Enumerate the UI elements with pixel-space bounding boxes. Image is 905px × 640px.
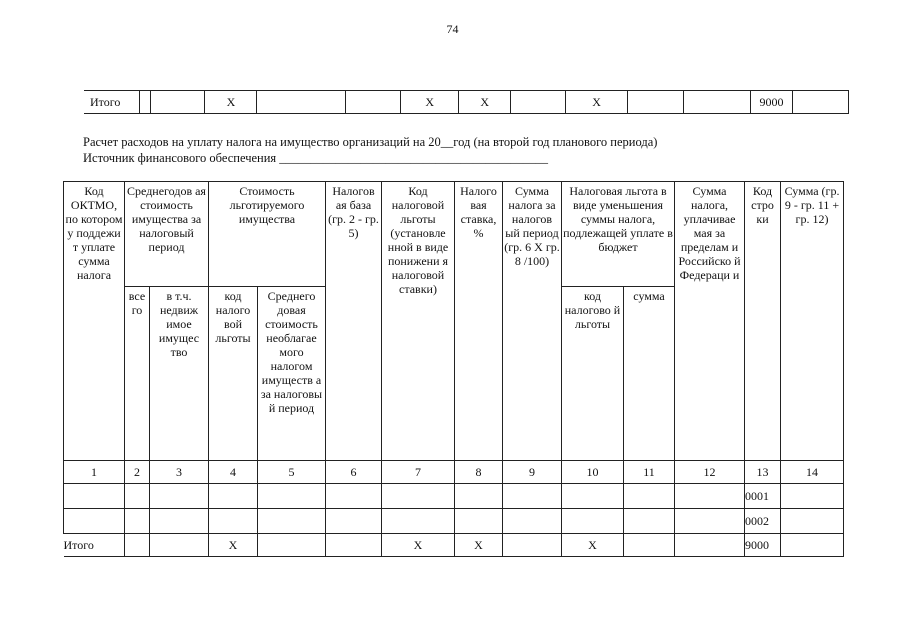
data-cell[interactable] xyxy=(455,484,503,509)
data-cell[interactable] xyxy=(562,484,624,509)
data-cell[interactable] xyxy=(258,484,326,509)
data-cell[interactable] xyxy=(382,509,455,534)
row-code: 0001 xyxy=(745,484,781,509)
total-cell xyxy=(792,91,848,114)
data-cell[interactable] xyxy=(624,484,675,509)
section-title: Расчет расходов на уплату налога на имущество организаций на 20__год (на второй год планового периода) xyxy=(83,135,658,149)
total-cell xyxy=(151,91,205,114)
column-number: 10 xyxy=(562,461,624,484)
column-number: 7 xyxy=(382,461,455,484)
data-cell[interactable] xyxy=(150,509,209,534)
header-total-sum: Сумма (гр. 9 - гр. 11 + гр. 12) xyxy=(781,182,844,461)
header-row-top xyxy=(64,182,844,287)
total-cell: 9000 xyxy=(750,91,792,114)
header-tax-abroad: Сумма налога, уплачивае мая за пределам и Российско й Федераци и xyxy=(675,182,745,461)
column-number: 6 xyxy=(326,461,382,484)
column-number-row xyxy=(64,461,844,484)
total-cell: X xyxy=(459,91,511,114)
header-reduction-code: код налогово й льготы xyxy=(562,287,624,461)
header-avg-real-estate: в т.ч. недвиж имое имущес тво xyxy=(150,287,209,461)
total-cell xyxy=(150,534,209,557)
column-number: 12 xyxy=(675,461,745,484)
total-cell: X xyxy=(205,91,257,114)
total-cell xyxy=(346,91,401,114)
column-number: 3 xyxy=(150,461,209,484)
total-cell xyxy=(511,91,566,114)
total-cell xyxy=(326,534,382,557)
data-cell[interactable] xyxy=(125,484,150,509)
column-number: 2 xyxy=(125,461,150,484)
data-cell[interactable] xyxy=(382,484,455,509)
data-cell[interactable] xyxy=(150,484,209,509)
row-code: 0002 xyxy=(745,509,781,534)
total-cell xyxy=(257,91,346,114)
column-number: 5 xyxy=(258,461,326,484)
total-cell xyxy=(624,534,675,557)
tax-calculation-table xyxy=(63,181,844,557)
page-number: 74 xyxy=(446,22,459,36)
data-cell[interactable] xyxy=(624,509,675,534)
data-cell[interactable] xyxy=(503,484,562,509)
column-number: 14 xyxy=(781,461,844,484)
data-cell[interactable] xyxy=(258,509,326,534)
data-cell[interactable] xyxy=(781,484,844,509)
data-cell[interactable] xyxy=(64,484,125,509)
data-row xyxy=(64,509,844,534)
header-tax-reduction-benefit: Налоговая льгота в виде уменьшения суммы налога, подлежащей уплате в бюджет xyxy=(562,182,675,287)
header-tax-base: Налогов ая база (гр. 2 - гр. 5) xyxy=(326,182,382,461)
total-cell xyxy=(781,534,844,557)
header-untaxed-value: Среднего довая стоимость необлагае мого налогом имуществ а за налоговы й период xyxy=(258,287,326,461)
column-number: 1 xyxy=(64,461,125,484)
total-cell xyxy=(675,534,745,557)
header-oktmo: Код ОКТМО, по котором у поддежи т уплате сумма налога xyxy=(64,182,125,461)
header-line-code: Код стро ки xyxy=(745,182,781,461)
data-cell[interactable] xyxy=(326,509,382,534)
previous-total-row-table xyxy=(84,90,849,114)
total-cell xyxy=(628,91,684,114)
column-number: 4 xyxy=(209,461,258,484)
column-number: 9 xyxy=(503,461,562,484)
total-cell xyxy=(140,91,151,114)
total-cell: X xyxy=(455,534,503,557)
data-cell[interactable] xyxy=(781,509,844,534)
data-cell[interactable] xyxy=(675,509,745,534)
total-label: Итого xyxy=(84,91,140,114)
header-avg-total: все го xyxy=(125,287,150,461)
data-cell[interactable] xyxy=(64,509,125,534)
total-label: Итого xyxy=(64,534,125,557)
header-avg-value: Среднегодов ая стоимость имущества за налоговый период xyxy=(125,182,209,287)
total-row xyxy=(64,534,844,557)
header-reduction-sum: сумма xyxy=(624,287,675,461)
header-tax-rate: Налого вая ставка, % xyxy=(455,182,503,461)
header-benefit-property: Стоимость льготируемого имущества xyxy=(209,182,326,287)
funding-source-line: Источник финансового обеспечения ___________________________________________ xyxy=(83,151,549,165)
data-row xyxy=(64,484,844,509)
total-cell: X xyxy=(566,91,628,114)
total-cell: X xyxy=(562,534,624,557)
data-cell[interactable] xyxy=(326,484,382,509)
data-cell[interactable] xyxy=(675,484,745,509)
total-cell xyxy=(503,534,562,557)
total-code: 9000 xyxy=(745,534,781,557)
data-cell[interactable] xyxy=(562,509,624,534)
data-cell[interactable] xyxy=(209,509,258,534)
total-cell xyxy=(258,534,326,557)
column-number: 11 xyxy=(624,461,675,484)
total-cell: X xyxy=(401,91,459,114)
header-tax-amount: Сумма налога за налогов ый период (гр. 6 X гр. 8 /100) xyxy=(503,182,562,461)
column-number: 13 xyxy=(745,461,781,484)
total-cell xyxy=(684,91,751,114)
data-cell[interactable] xyxy=(455,509,503,534)
total-cell xyxy=(125,534,150,557)
header-benefit-code: код налого вой льготы xyxy=(209,287,258,461)
data-cell[interactable] xyxy=(125,509,150,534)
data-cell[interactable] xyxy=(209,484,258,509)
header-rate-benefit-code: Код налоговой льготы (установле нной в виде понижени я налоговой ставки) xyxy=(382,182,455,461)
column-number: 8 xyxy=(455,461,503,484)
total-cell: X xyxy=(382,534,455,557)
previous-total-row xyxy=(84,91,849,114)
total-cell: X xyxy=(209,534,258,557)
data-cell[interactable] xyxy=(503,509,562,534)
